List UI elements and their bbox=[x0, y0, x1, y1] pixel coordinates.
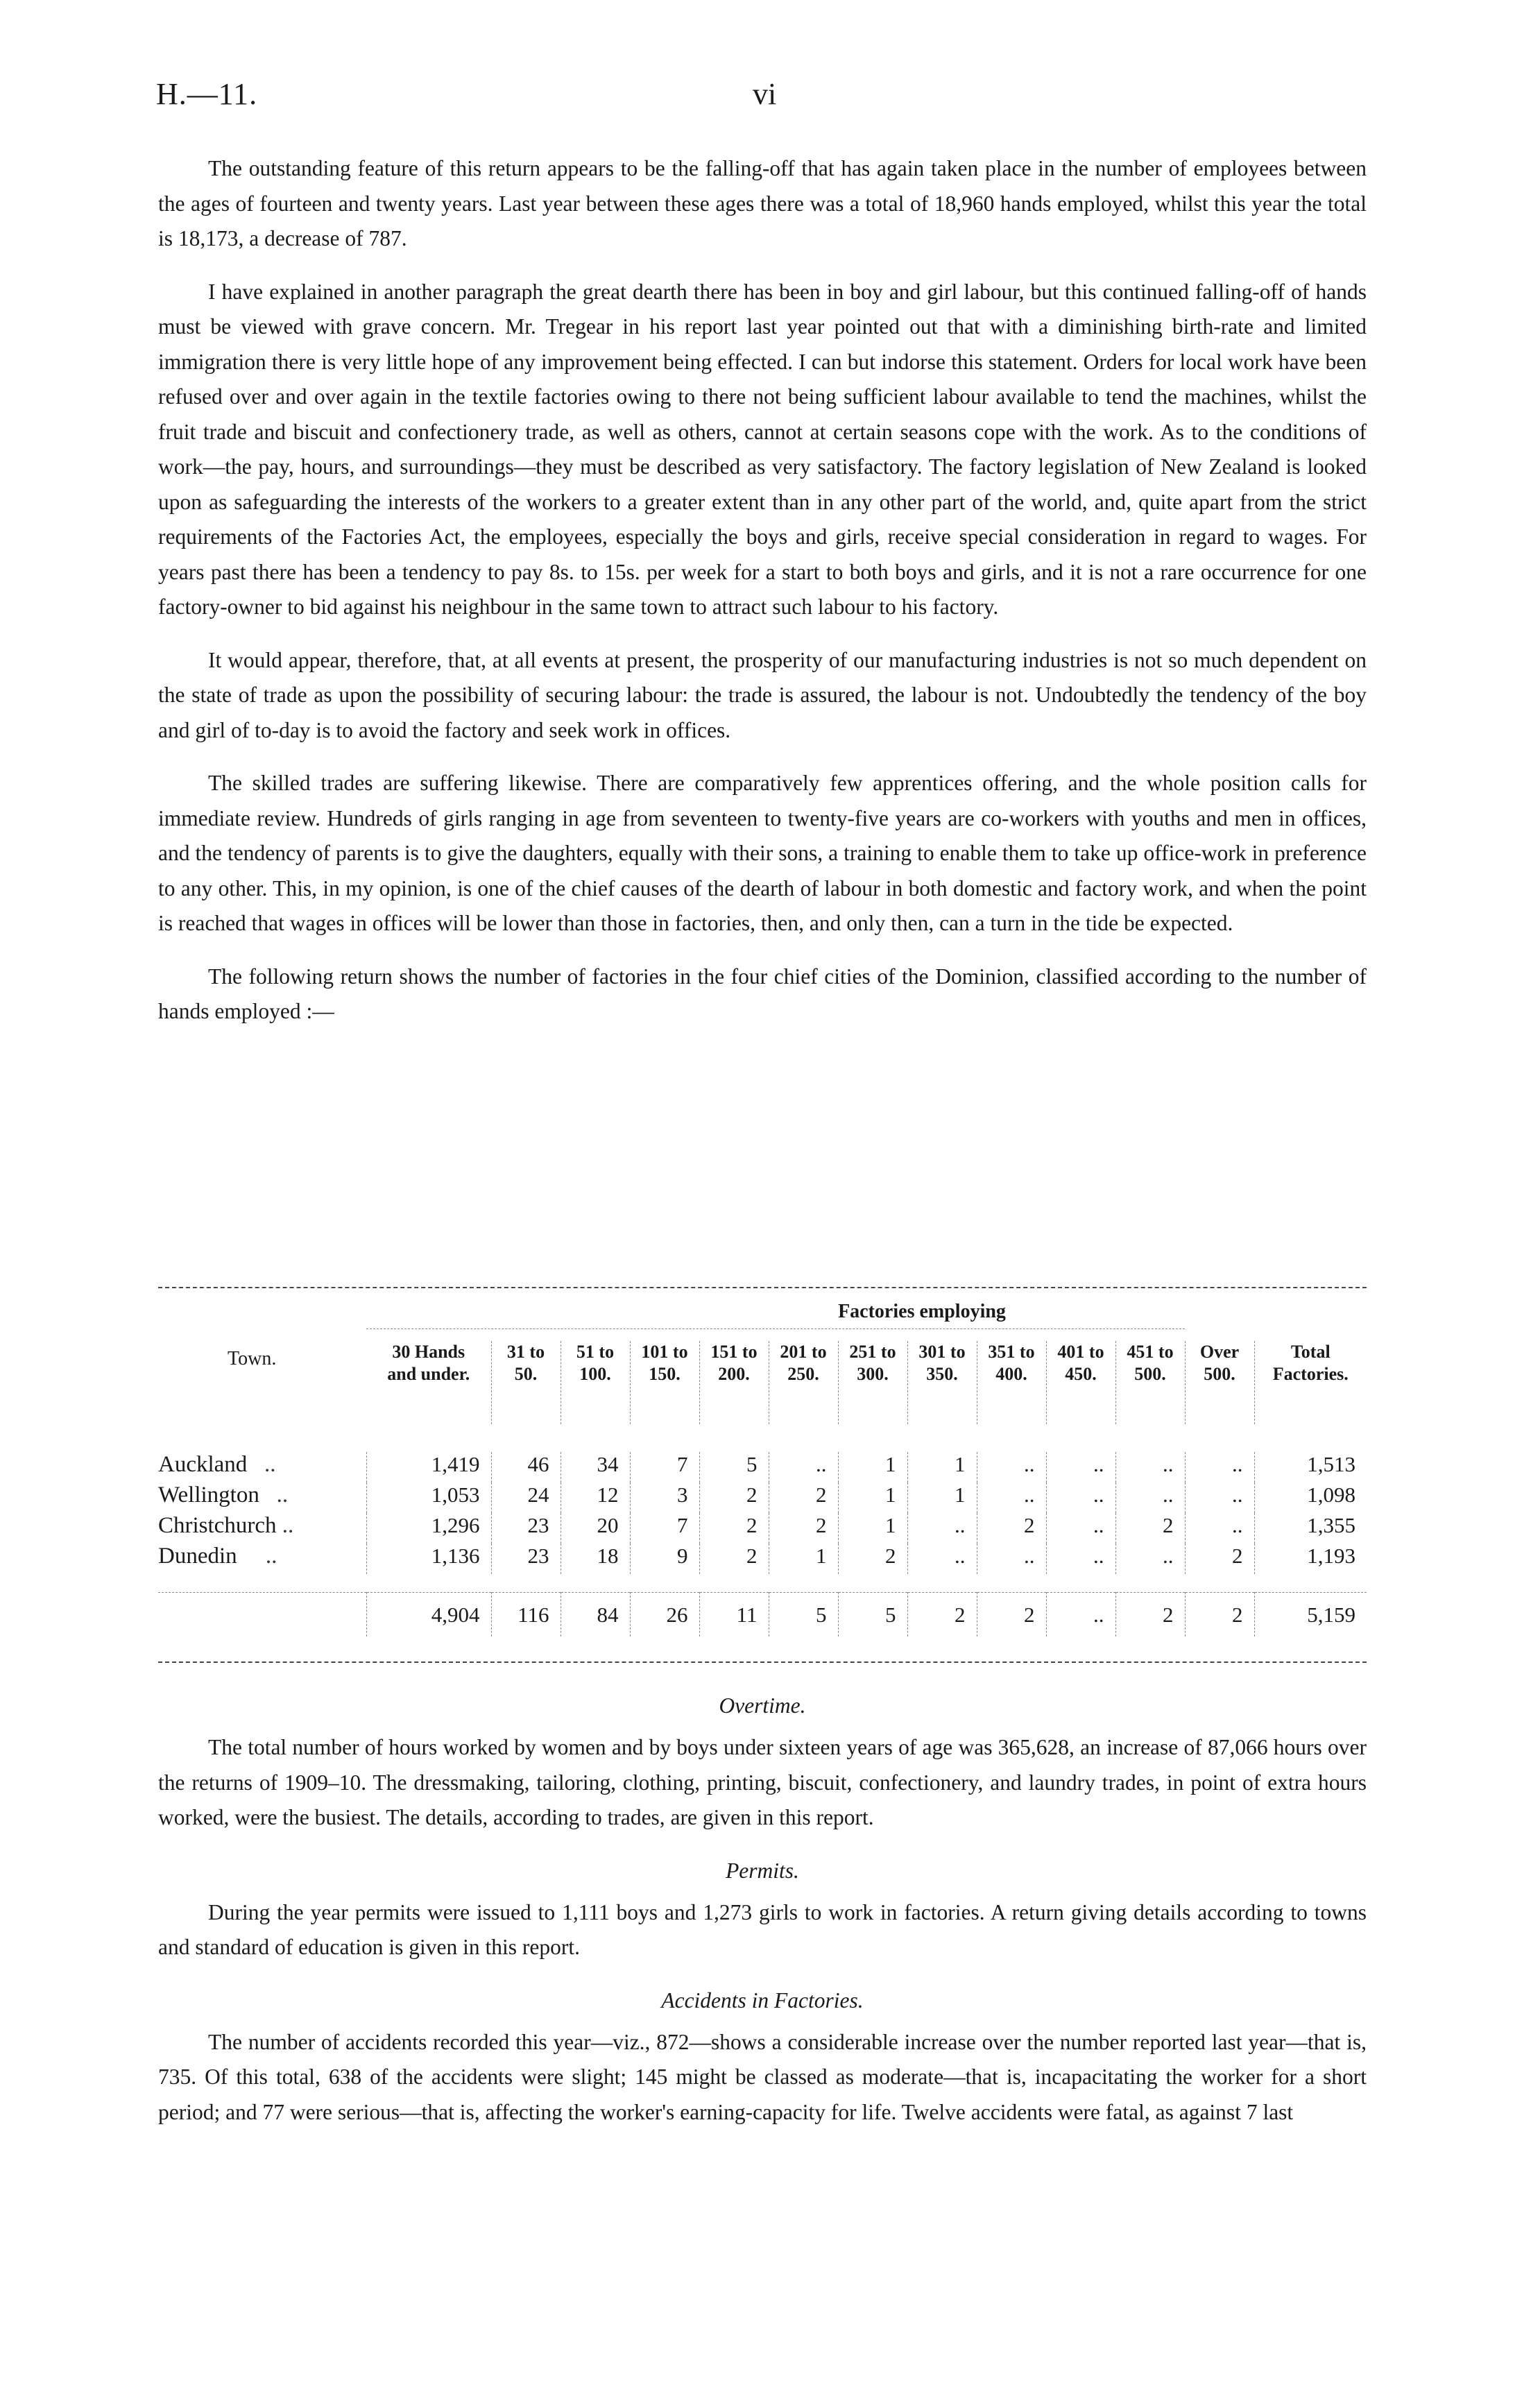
cell: 3 bbox=[630, 1483, 699, 1513]
cell: 23 bbox=[491, 1513, 561, 1544]
paragraph: The number of accidents recorded this year—viz., 872—shows a considerable increase over the number reported last year—that is, 735. Of this total, 638 of the accidents were slight; 145 might be classed as moderate—that is, incapacitating the worker for a short period; and 77 were serious—that is, affecting the worker's earning-capacity for life. Twelve accidents were fatal, as against 7 last bbox=[158, 2029, 1367, 2124]
cell: .. bbox=[977, 1544, 1046, 1574]
cell: 20 bbox=[561, 1513, 630, 1544]
cell: 24 bbox=[491, 1483, 561, 1513]
total-cell: 5,159 bbox=[1254, 1592, 1367, 1637]
cell: .. bbox=[1046, 1483, 1115, 1513]
col-header-101-150: 101 to 150. bbox=[630, 1341, 699, 1424]
cell: 1,193 bbox=[1254, 1544, 1367, 1574]
paragraph: I have explained in another paragraph the great dearth there has been in boy and girl labour, but this continued falling-off of hands must be viewed with grave concern. Mr. Tregear in his report last year pointed out that with a diminishing birth-rate and limited immigration there is very little hope of any improvement being effected. I can but indorse this statement. Orders for local work have been refused over and over again in the textile factories owing to there not being sufficient labour available to tend the machines, whilst the fruit trade and biscuit and confectionery trade, as well as others, cannot at certain seasons cope with the work. As to the conditions of work—the pay, hours, and surroundings—they must be described as very satisfactory. The factory legislation of New Zealand is looked upon as safeguarding the interests of the workers to a greater extent than in any other part of the world, and, quite apart from the strict requirements of the Factories Act, the employees, especially the boys and girls, receive special consideration in regard to wages. For years past there has been a tendency to pay 8s. to 15s. per week for a start to both boys and girls, and it is not a rare occurrence for one factory-owner to bid against his neighbour in the same town to attract such labour to his factory. bbox=[158, 279, 1367, 619]
total-cell: 2 bbox=[907, 1592, 977, 1637]
cell: 23 bbox=[491, 1544, 561, 1574]
cell: 7 bbox=[630, 1452, 699, 1483]
town-name: Dunedin .. bbox=[158, 1544, 277, 1569]
cell: .. bbox=[1115, 1483, 1185, 1513]
town-name: Wellington .. bbox=[158, 1483, 289, 1507]
cell: 1,053 bbox=[366, 1483, 491, 1513]
total-cell: 5 bbox=[769, 1592, 838, 1637]
page-number: vi bbox=[753, 77, 777, 111]
cell: .. bbox=[907, 1544, 977, 1574]
table-row bbox=[158, 1452, 1367, 1483]
body-text-lower bbox=[158, 1679, 1367, 2148]
cell: 1,513 bbox=[1254, 1452, 1367, 1483]
table-bottom-rule bbox=[158, 1661, 1367, 1663]
total-cell: 84 bbox=[561, 1592, 630, 1637]
col-header-30-under: 30 Hands and under. bbox=[387, 1342, 470, 1384]
cell: 2 bbox=[769, 1513, 838, 1544]
cell: 1 bbox=[769, 1544, 838, 1574]
cell: .. bbox=[977, 1483, 1046, 1513]
table-row bbox=[158, 1513, 1367, 1544]
cell: .. bbox=[1185, 1452, 1254, 1483]
paragraph: During the year permits were issued to 1,111 boys and 1,273 girls to work in factories. A return giving details according to towns and standard of education is given in this report. bbox=[158, 1899, 1367, 1959]
cell: 1,098 bbox=[1254, 1483, 1367, 1513]
cell: 1,355 bbox=[1254, 1513, 1367, 1544]
cell: 1 bbox=[838, 1513, 907, 1544]
table-totals-row bbox=[158, 1592, 1367, 1637]
col-header-251-300: 251 to 300. bbox=[838, 1341, 907, 1424]
col-header-451-500: 451 to 500. bbox=[1115, 1341, 1185, 1424]
town-column-header: Town. bbox=[228, 1348, 277, 1369]
cell: 1 bbox=[907, 1483, 977, 1513]
cell: 1 bbox=[907, 1452, 977, 1483]
cell: 2 bbox=[769, 1483, 838, 1513]
total-cell: 2 bbox=[977, 1592, 1046, 1637]
col-header-151-200: 151 to 200. bbox=[699, 1341, 769, 1424]
col-header-total: Total Factories. bbox=[1254, 1341, 1367, 1424]
town-name: Auckland .. bbox=[158, 1452, 276, 1477]
cell: 1,136 bbox=[366, 1544, 491, 1574]
cell: .. bbox=[1046, 1544, 1115, 1574]
col-header-51-100: 51 to 100. bbox=[561, 1341, 630, 1424]
cell: .. bbox=[1185, 1513, 1254, 1544]
paragraph: It would appear, therefore, that, at all events at present, the prosperity of our manufacturing industries is not so much dependent on the state of trade as upon the possibility of securing labour: the trade is assured, the labour is not. Undoubtedly the tendency of the boy and girl of to-day is to avoid the factory and seek work in offices. bbox=[158, 647, 1367, 742]
cell: 2 bbox=[699, 1483, 769, 1513]
factories-table bbox=[158, 1287, 1367, 1665]
col-header-351-400: 351 to 400. bbox=[977, 1341, 1046, 1424]
section-title-permits: Permits. bbox=[726, 1858, 799, 1883]
report-reference: H.—11. bbox=[156, 77, 258, 111]
cell: 12 bbox=[561, 1483, 630, 1513]
cell: 46 bbox=[491, 1452, 561, 1483]
cell: .. bbox=[977, 1452, 1046, 1483]
total-cell: .. bbox=[1046, 1592, 1115, 1637]
total-cell: 2 bbox=[1185, 1592, 1254, 1637]
cell: .. bbox=[769, 1452, 838, 1483]
table-top-rule bbox=[158, 1287, 1367, 1288]
table-group-rule bbox=[366, 1328, 1185, 1329]
cell: .. bbox=[907, 1513, 977, 1544]
cell: 2 bbox=[699, 1513, 769, 1544]
cell: 34 bbox=[561, 1452, 630, 1483]
total-cell: 116 bbox=[491, 1592, 561, 1637]
cell: .. bbox=[1046, 1452, 1115, 1483]
body-text-upper bbox=[158, 151, 1367, 1048]
col-header-over-500: Over 500. bbox=[1185, 1341, 1254, 1424]
cell: 18 bbox=[561, 1544, 630, 1574]
page-header bbox=[156, 76, 1367, 118]
col-header-301-350: 301 to 350. bbox=[907, 1341, 977, 1424]
table-row bbox=[158, 1483, 1367, 1513]
cell: 2 bbox=[838, 1544, 907, 1574]
cell: 1 bbox=[838, 1452, 907, 1483]
table-row bbox=[158, 1544, 1367, 1574]
total-cell: 26 bbox=[630, 1592, 699, 1637]
cell: .. bbox=[1185, 1483, 1254, 1513]
table-column-headers bbox=[158, 1341, 1367, 1424]
cell: .. bbox=[1115, 1544, 1185, 1574]
cell: 2 bbox=[699, 1544, 769, 1574]
cell: 7 bbox=[630, 1513, 699, 1544]
col-header-401-450: 401 to 450. bbox=[1046, 1341, 1115, 1424]
cell: 1,419 bbox=[366, 1452, 491, 1483]
paragraph: The skilled trades are suffering likewise. There are comparatively few apprentices offering, and the whole position calls for immediate review. Hundreds of girls ranging in age from seventeen to twenty-five years are co-workers with youths and men in offices, and the tendency of parents is to give the daughters, equally with their sons, a training to enable them to take up office-work in preference to any other. This, in my opinion, is one of the chief causes of the dearth of labour in both domestic and factory work, and when the point is reached that wages in offices will be lower than those in factories, then, and only then, can a turn in the tide be expected. bbox=[158, 771, 1367, 935]
paragraph: The following return shows the number of factories in the four chief cities of the Dominion, classified according to the number of hands employed :— bbox=[158, 964, 1367, 1023]
total-cell: 5 bbox=[838, 1592, 907, 1637]
total-cell: 11 bbox=[699, 1592, 769, 1637]
table-group-header: Factories employing bbox=[838, 1301, 1006, 1322]
cell: 2 bbox=[1115, 1513, 1185, 1544]
section-title-overtime: Overtime. bbox=[719, 1693, 806, 1718]
paragraph: The total number of hours worked by women and by boys under sixteen years of age was 365,628, an increase of 87,066 hours over the returns of 1909–10. The dressmaking, tailoring, clothing, printing, biscuit, confectionery, and laundry trades, in point of extra hours worked, were the busiest. The details, according to trades, are given in this report. bbox=[158, 1735, 1367, 1829]
town-name: Christchurch .. bbox=[158, 1513, 294, 1538]
table-grid bbox=[158, 1341, 1367, 1637]
cell: 9 bbox=[630, 1544, 699, 1574]
col-header-201-250: 201 to 250. bbox=[769, 1341, 838, 1424]
total-cell: 4,904 bbox=[366, 1592, 491, 1637]
col-header-31-50: 31 to 50. bbox=[491, 1341, 561, 1424]
cell: 2 bbox=[977, 1513, 1046, 1544]
paragraph: The outstanding feature of this return appears to be the falling-off that has again taken place in the number of employees between the ages of fourteen and twenty years. Last year between these ages there was a total of 18,960 hands employed, whilst this year the total is 18,173, a decrease of 787. bbox=[158, 156, 1367, 250]
cell: 2 bbox=[1185, 1544, 1254, 1574]
cell: 1,296 bbox=[366, 1513, 491, 1544]
cell: .. bbox=[1115, 1452, 1185, 1483]
section-title-accidents: Accidents in Factories. bbox=[661, 1988, 864, 2013]
cell: .. bbox=[1046, 1513, 1115, 1544]
cell: 5 bbox=[699, 1452, 769, 1483]
cell: 1 bbox=[838, 1483, 907, 1513]
total-cell: 2 bbox=[1115, 1592, 1185, 1637]
